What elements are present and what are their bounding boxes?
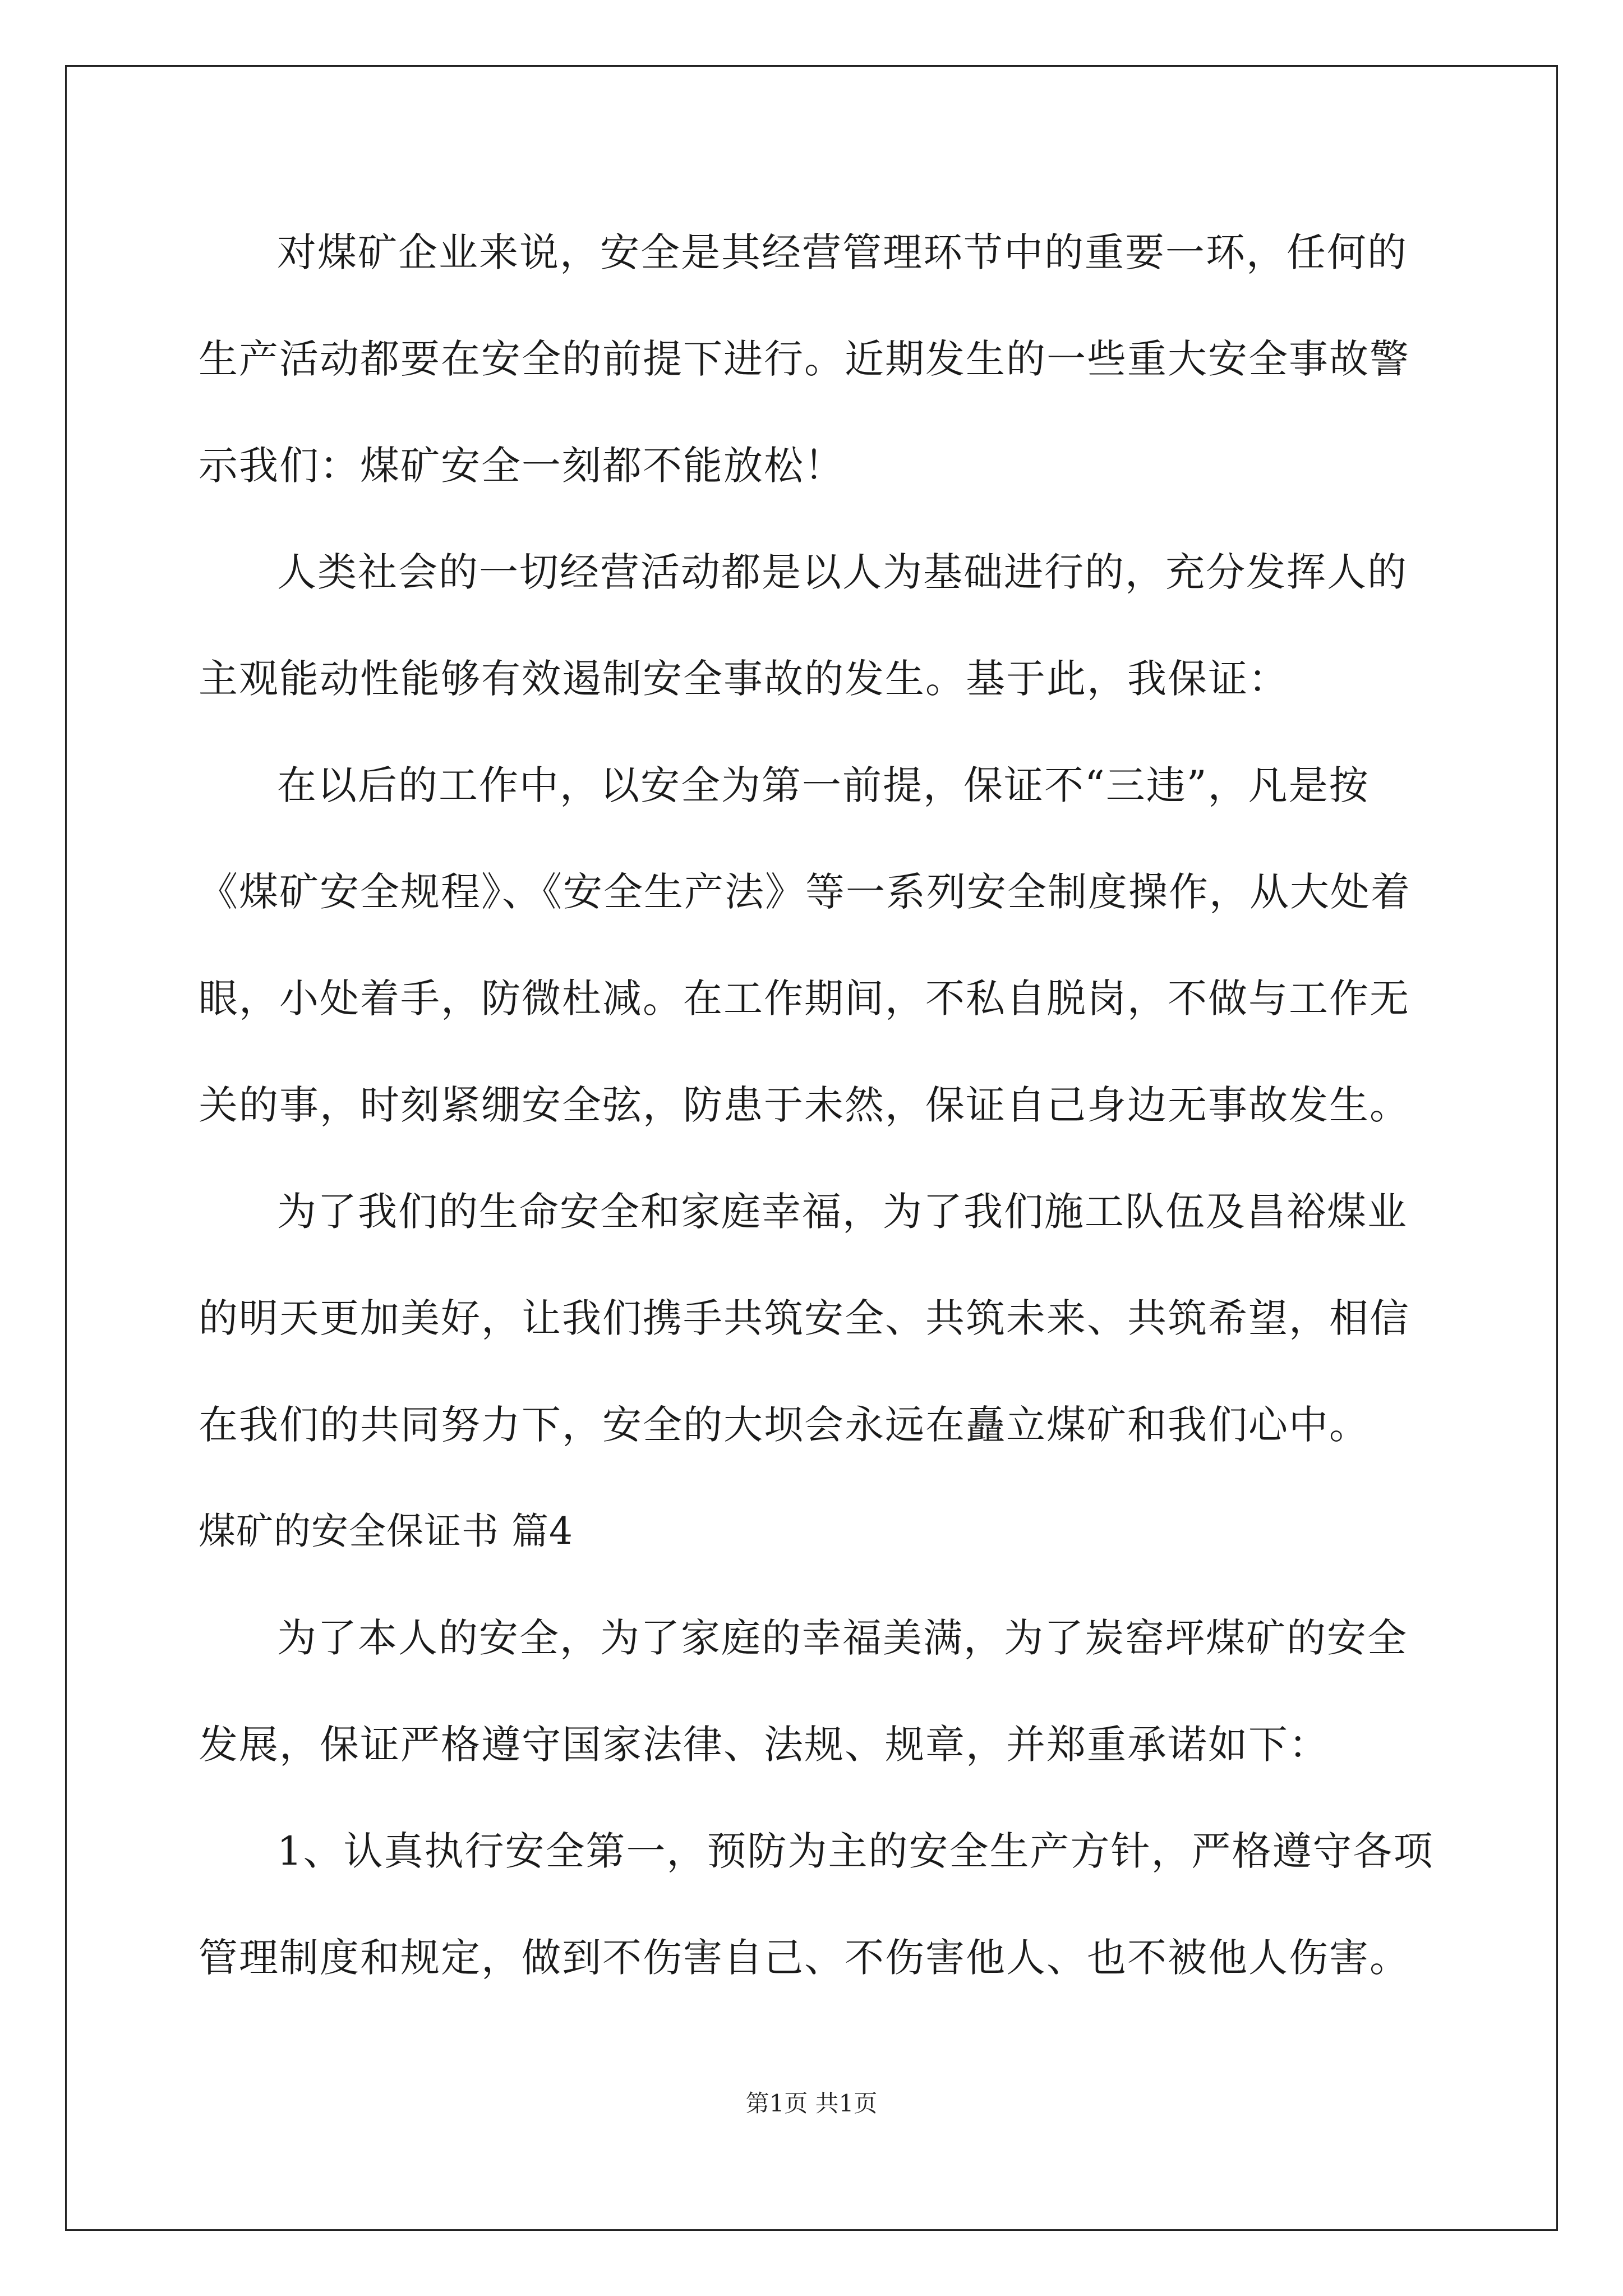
paragraph-line: 眼，小处着手，防微杜减。在工作期间，不私自脱岗，不做与工作无	[199, 976, 1410, 1022]
paragraph-line: 示我们：煤矿安全一刻都不能放松！	[199, 443, 845, 489]
page-footer: 第1页 共1页	[745, 2090, 878, 2117]
paragraph-line: 为了本人的安全，为了家庭的幸福美满，为了炭窑坪煤矿的安全	[277, 1615, 1408, 1661]
paragraph-line: 在我们的共同努力下，安全的大坝会永远在矗立煤矿和我们心中。	[199, 1402, 1370, 1448]
paragraph-line: 主观能动性能够有效遏制安全事故的发生。基于此，我保证：	[199, 656, 1289, 702]
paragraph-line: 为了我们的生命安全和家庭幸福，为了我们施工队伍及昌裕煤业	[277, 1189, 1408, 1235]
paragraph-line: 生产活动都要在安全的前提下进行。近期发生的一些重大安全事故警	[199, 336, 1410, 382]
paragraph-line: 发展，保证严格遵守国家法律、法规、规章，并郑重承诺如下：	[199, 1722, 1329, 1768]
paragraph-line: 《煤矿安全规程》、《安全生产法》等一系列安全制度操作，从大处着	[199, 869, 1411, 915]
paragraph-line: 1、认真执行安全第一，预防为主的安全生产方针，严格遵守各项	[277, 1828, 1434, 1874]
document-body	[199, 213, 1434, 2025]
paragraph-line: 关的事，时刻紧绷安全弦，防患于未然，保证自己身边无事故发生。	[199, 1082, 1410, 1128]
paragraph-line: 的明天更加美好，让我们携手共筑安全、共筑未来、共筑希望，相信	[199, 1295, 1410, 1341]
paragraph-line: 管理制度和规定，做到不伤害自己、不伤害他人、也不被他人伤害。	[199, 1935, 1410, 1981]
paragraph-line: 人类社会的一切经营活动都是以人为基础进行的，充分发挥人的	[277, 549, 1408, 595]
paragraph-line: 对煤矿企业来说，安全是其经营管理环节中的重要一环，任何的	[277, 229, 1408, 275]
paragraph-line: 在以后的工作中，以安全为第一前提，保证不“三违”，凡是按	[277, 762, 1370, 808]
section-heading: 煤矿的安全保证书 篇4	[199, 1510, 573, 1553]
